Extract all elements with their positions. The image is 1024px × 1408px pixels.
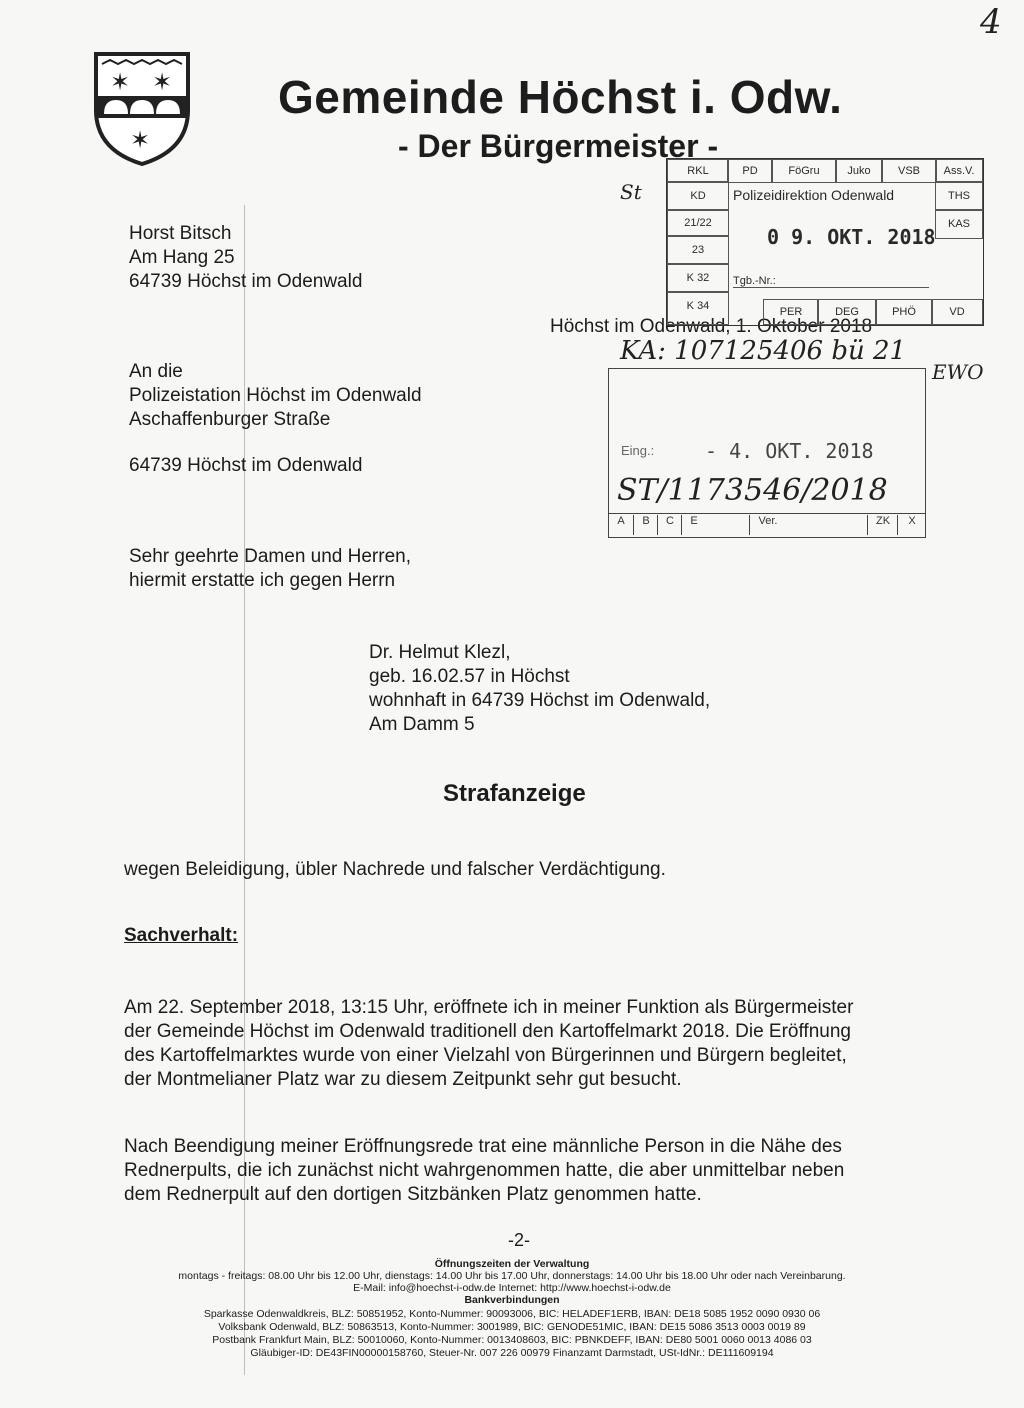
stamp-letter-e: E [681, 515, 706, 535]
footer-contact: E-Mail: info@hoechst-i-odw.de Internet: http://www.hoechst-i-odw.de [353, 1282, 671, 1294]
charges: wegen Beleidigung, übler Nachrede und falscher Verdächtigung. [124, 859, 666, 880]
entry-stamp [608, 368, 926, 538]
accused-residence: wohnhaft in 64739 Höchst im Odenwald, [369, 690, 711, 711]
svg-text:✶: ✶ [152, 68, 173, 96]
paragraph-2 [124, 1135, 844, 1207]
stamp-cell-pd: PD [727, 159, 773, 183]
recipient-line3: Aschaffenburger Straße [129, 409, 331, 430]
stamp-cell-juko: Juko [835, 159, 883, 183]
stamp-cell-vd: VD [931, 299, 983, 325]
recipient-address [129, 360, 422, 478]
handwritten-reference: KA: 107125406 bü 21 [620, 336, 907, 366]
stamp-cell-phoe: PHÖ [875, 299, 933, 325]
stamp-cell-per: PER [763, 299, 819, 325]
organization-title: Gemeinde Höchst i. Odw. [278, 71, 843, 123]
accused-details [369, 641, 710, 737]
sender-street: Am Hang 25 [129, 247, 235, 268]
footer-bank-2: Volksbank Odenwald, BLZ: 50863513, Konto-Nummer: 3001989, BIC: GENODE51MIC, IBAN: DE15 5086 3513 0003 0019 89 [218, 1321, 806, 1333]
sender-address [129, 222, 362, 294]
organization-subtitle: - Der Bürgermeister - [398, 128, 719, 164]
paragraph-1-line: der Montmelianer Platz war zu diesem Zeitpunkt sehr gut besucht. [124, 1069, 682, 1090]
paragraph-2-line: Rednerpults, die ich zunächst nicht wahrgenommen hatte, die aber unmittelbar neben [124, 1160, 845, 1181]
document-title: Strafanzeige [443, 780, 586, 807]
stamp-cell-rkl: RKL [667, 159, 729, 183]
stamp-tgb-label: Tgb.-Nr.: [733, 275, 776, 287]
footer-bank-title: Bankverbindungen [464, 1294, 560, 1306]
stamp-authority: Polizeidirektion Odenwald [733, 187, 895, 203]
entry-stamp-label: Eing.: [621, 443, 655, 458]
accused-name: Dr. Helmut Klezl, [369, 642, 511, 663]
entry-stamp-date: - 4. OKT. 2018 [705, 439, 874, 463]
stamp-cell-k34: K 34 [667, 291, 729, 325]
stamp-letter-b: B [633, 515, 658, 535]
stamp-letter-a: A [617, 515, 625, 527]
stamp-cell-kd: KD [667, 181, 729, 211]
paragraph-1-line: Am 22. September 2018, 13:15 Uhr, eröffnete ich in meiner Funktion als Bürgermeister [124, 997, 854, 1018]
stamp-cell-k32: K 32 [667, 263, 729, 293]
svg-text:✶: ✶ [110, 68, 131, 96]
footer-bank-3: Postbank Frankfurt Main, BLZ: 50010060, Konto-Nummer: 0013408603, BIC: PBNKDEFF, IBAN: DE80 5001 0060 0013 4086 03 [212, 1334, 812, 1346]
paragraph-2-line: dem Rednerpult auf den dortigen Sitzbänken Platz genommen hatte. [124, 1184, 702, 1205]
facts-heading: Sachverhalt: [124, 925, 239, 946]
accused-street: Am Damm 5 [369, 714, 475, 735]
stamp-cell-kas: KAS [935, 209, 983, 239]
handwritten-page-mark: 4 [980, 2, 1002, 42]
recipient-line2: Polizeistation Höchst im Odenwald [129, 385, 422, 406]
received-stamp [666, 158, 984, 326]
salutation [129, 545, 411, 593]
stamp-cell-vsb: VSB [881, 159, 937, 183]
paragraph-1-line: des Kartoffelmarktes wurde von einer Vielzahl von Bürgerinnen und Bürgern begleitet, [124, 1045, 847, 1066]
stamp-date: 0 9. OKT. 2018 [767, 225, 936, 249]
stamp-cell-2122: 21/22 [667, 209, 729, 237]
recipient-line4: 64739 Höchst im Odenwald [129, 455, 363, 476]
accused-born: geb. 16.02.57 in Höchst [369, 666, 570, 687]
coat-of-arms-icon [92, 50, 192, 166]
stamp-letter-c: C [657, 515, 682, 535]
place-date: Höchst im Odenwald, 1. Oktober 2018 [550, 316, 873, 337]
stamp-letter-ver: Ver. [749, 515, 786, 535]
stamp-initials: St [620, 180, 642, 204]
salutation-line2: hiermit erstatte ich gegen Herrn [129, 570, 396, 591]
stamp-cell-ths: THS [935, 181, 983, 211]
sender-city: 64739 Höchst im Odenwald [129, 271, 363, 292]
footer-bank-1: Sparkasse Odenwaldkreis, BLZ: 50851952, Konto-Nummer: 90093006, BIC: HELADEF1ERB, IBAN: DE18 5085 1952 0090 0930 06 [203, 1308, 821, 1320]
stamp-letter-x: X [897, 515, 926, 535]
page-number: -2- [508, 1230, 530, 1250]
stamp-cell-assv: Ass.V. [935, 159, 983, 183]
stamp-letter-zk: ZK [867, 515, 898, 535]
paragraph-1 [124, 996, 853, 1092]
handwritten-side-note: EWO [932, 360, 984, 384]
stamp-cell-23: 23 [667, 235, 729, 265]
stamp-cell-deg: DEG [817, 299, 877, 325]
paragraph-2-line: Nach Beendigung meiner Eröffnungsrede trat eine männliche Person in die Nähe des [124, 1136, 842, 1157]
salutation-line1: Sehr geehrte Damen und Herren, [129, 546, 411, 567]
stamp-cell-foegru: FöGru [771, 159, 837, 183]
footer-creditor: Gläubiger-ID: DE43FIN00000158760, Steuer-Nr. 007 226 00979 Finanzamt Darmstadt, USt-IdNr.: DE111609194 [250, 1347, 774, 1359]
handwritten-case-number: ST/1173546/2018 [617, 473, 888, 508]
footer-hours-title: Öffnungszeiten der Verwaltung [434, 1258, 590, 1270]
footer-hours: montags - freitags: 08.00 Uhr bis 12.00 Uhr, dienstags: 14.00 Uhr bis 17.00 Uhr, donnerstags: 14.00 Uhr bis 18.00 Uhr oder nach Vereinbarung. [178, 1270, 846, 1282]
recipient-line1: An die [129, 361, 183, 382]
stamp-tgb-line [733, 287, 929, 288]
sender-name: Horst Bitsch [129, 223, 232, 244]
svg-text:✶: ✶ [130, 126, 151, 154]
paragraph-1-line: der Gemeinde Höchst im Odenwald traditionell den Kartoffelmarkt 2018. Die Eröffnung [124, 1021, 851, 1042]
